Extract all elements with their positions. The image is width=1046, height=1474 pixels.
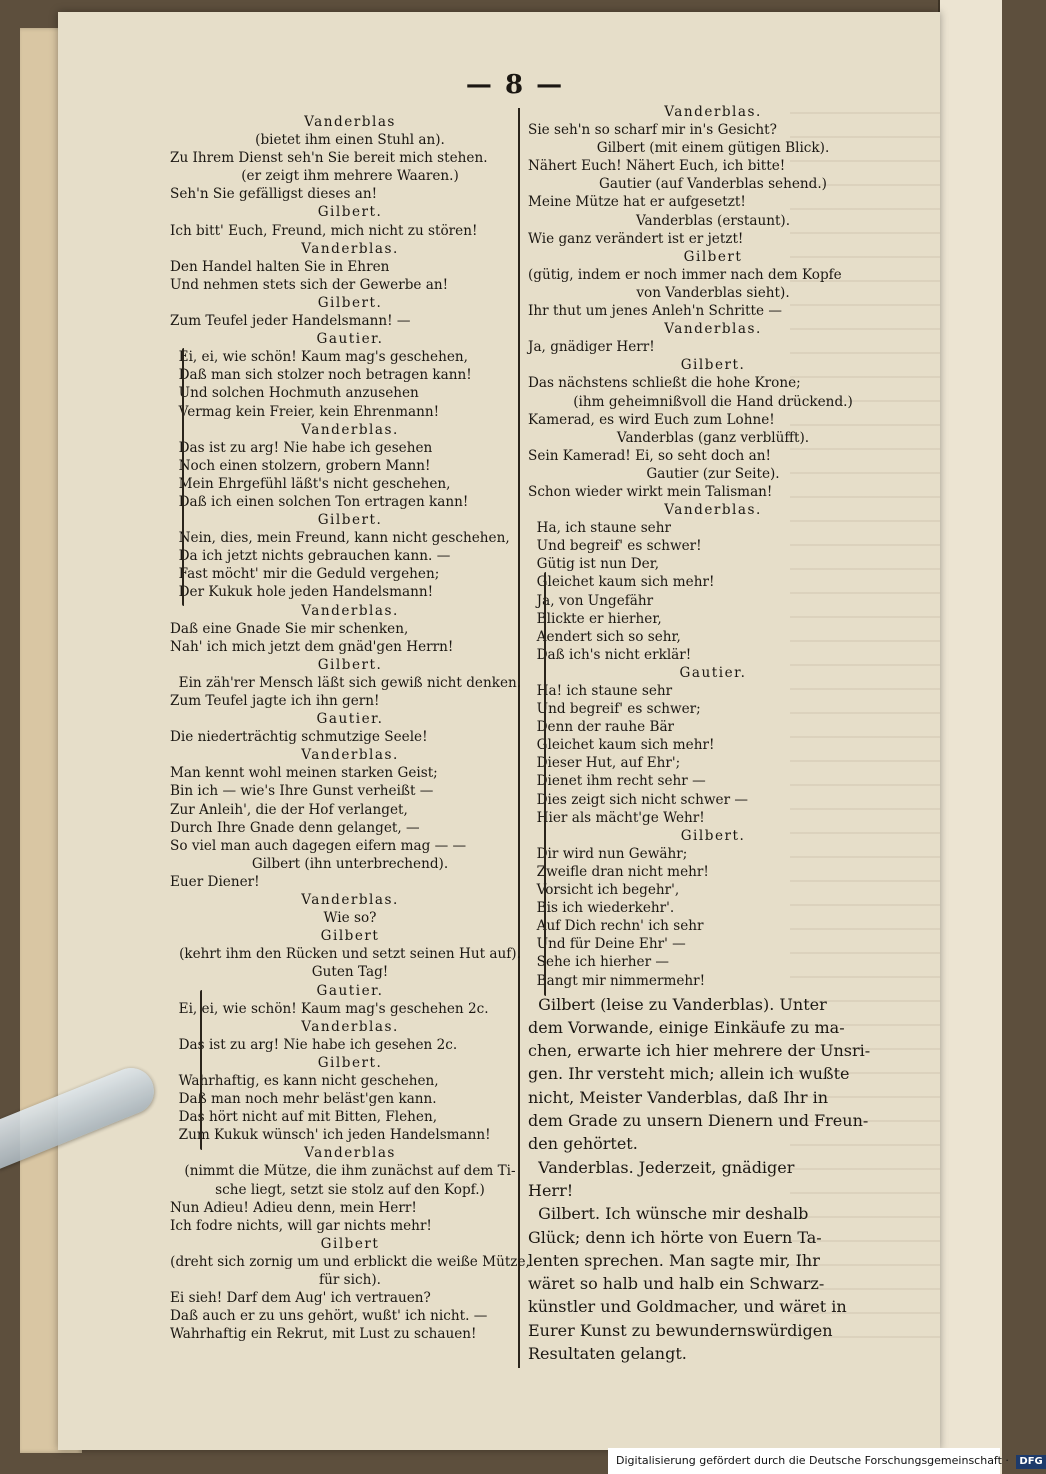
- ensemble-bracket: [182, 348, 184, 606]
- prose-line: Gilbert (leise zu Vanderblas). Unter: [528, 994, 827, 1014]
- verse-line: Zu Ihrem Dienst seh'n Sie bereit mich stehen.: [170, 150, 488, 167]
- verse-line: Durch Ihre Gnade denn gelanget, —: [170, 819, 420, 836]
- speaker-name: Gautier.: [316, 711, 384, 728]
- verse-line: Daß auch er zu uns gehört, wußt' ich nicht. —: [170, 1308, 488, 1325]
- verse-line: Ha! ich staune sehr: [528, 683, 673, 699]
- speaker-name: Vanderblas.: [664, 321, 762, 338]
- speaker-name: Gautier.: [679, 664, 747, 681]
- verse-line: Und für Deine Ehr' —: [528, 936, 686, 953]
- verse-line: Nein, dies, mein Freund, kann nicht geschehen,: [170, 530, 510, 547]
- speaker-name: Vanderblas.: [664, 502, 762, 519]
- verse-line: Gilbert (ihn unterbrechend).: [251, 855, 449, 872]
- verse-line: Nun Adieu! Adieu denn, mein Herr!: [170, 1199, 417, 1216]
- speaker-name: Vanderblas: [304, 114, 396, 130]
- verse-line: Ihr thut um jenes Anleh'n Schritte —: [528, 303, 782, 320]
- verse-line: Das ist zu arg! Nie habe ich gesehen 2c.: [170, 1036, 458, 1053]
- verse-line: Der Kukuk hole jeden Handelsmann!: [170, 584, 434, 601]
- verse-line: Das hört nicht auf mit Bitten, Flehen,: [170, 1109, 438, 1126]
- verse-line: (dreht sich zornig um und erblickt die weiße Mütze,: [170, 1253, 530, 1270]
- speaker-name: Gilbert: [683, 248, 743, 265]
- speaker-name: Vanderblas.: [301, 602, 399, 619]
- ensemble-bracket: [544, 572, 546, 996]
- verse-line: Den Handel halten Sie in Ehren: [170, 258, 390, 275]
- speaker-name: Vanderblas.: [301, 1018, 399, 1035]
- prose-line: chen, erwarte ich hier mehrere der Unsri-: [528, 1041, 871, 1061]
- verse-line: Daß man sich stolzer noch betragen kann!: [170, 367, 472, 384]
- verse-line: Daß man noch mehr beläst'gen kann.: [170, 1091, 437, 1108]
- speaker-name: Vanderblas.: [301, 892, 399, 909]
- verse-line: Daß ich's nicht erklär!: [528, 646, 692, 663]
- speaker-name: Gautier.: [316, 982, 384, 999]
- verse-line: Gilbert (mit einem gütigen Blick).: [596, 140, 830, 157]
- prose-block: [528, 993, 898, 1366]
- verse-line: Ich bitt' Euch, Freund, mich nicht zu stören!: [170, 222, 478, 239]
- dfg-logo: DFG: [1016, 1455, 1045, 1469]
- verse-line: Wie ganz verändert ist er jetzt!: [528, 230, 744, 247]
- speaker-name: Gilbert: [320, 928, 380, 945]
- speaker-name: Gilbert.: [680, 827, 746, 844]
- right-column: [528, 103, 898, 1365]
- prose-line: Eurer Kunst zu bewundernswürdigen: [528, 1320, 833, 1340]
- page-number: — 8 —: [465, 70, 565, 100]
- facing-page-edge: [938, 0, 1002, 1474]
- verse-line: Bangt mir nimmermehr!: [528, 972, 706, 989]
- verse-line: Ei sieh! Darf dem Aug' ich vertrauen?: [170, 1290, 431, 1307]
- prose-line: dem Grade zu unsern Dienern und Freun-: [528, 1111, 869, 1131]
- verse-line: Dieser Hut, auf Ehr';: [528, 755, 681, 772]
- verse-line: Zum Kukuk wünsch' ich jeden Handelsmann!: [170, 1127, 491, 1144]
- verse-line: Wahrhaftig, es kann nicht geschehen,: [170, 1072, 439, 1089]
- verse-line: Nähert Euch! Nähert Euch, ich bitte!: [528, 158, 786, 175]
- verse-line: (ihm geheimnißvoll die Hand drückend.): [573, 393, 853, 410]
- speaker-name: Gilbert.: [317, 294, 383, 311]
- verse-line: (kehrt ihm den Rücken und setzt seinen Hut auf).: [179, 946, 521, 963]
- verse-line: Kamerad, es wird Euch zum Lohne!: [528, 411, 775, 428]
- verse-line: Sein Kamerad! Ei, so seht doch an!: [528, 447, 771, 464]
- verse-line: Da ich jetzt nichts gebrauchen kann. —: [170, 548, 451, 565]
- speaker-name: Vanderblas: [304, 1145, 396, 1162]
- verse-line: Blickte er hierher,: [528, 610, 662, 627]
- prose-line: Glück; denn ich hörte von Euern Ta-: [528, 1227, 822, 1247]
- verse-line: Das nächstens schließt die hohe Krone;: [528, 375, 801, 392]
- verse-line: Schon wieder wirkt mein Talisman!: [528, 483, 773, 500]
- verse-line: (nimmt die Mütze, die ihm zunächst auf dem Ti-: [184, 1163, 516, 1180]
- speaker-name: Gilbert.: [317, 1054, 383, 1071]
- prose-line: lenten sprechen. Man sagte mir, Ihr: [528, 1250, 820, 1270]
- verse-line: Denn der rauhe Bär: [528, 719, 675, 736]
- verse-line: Noch einen stolzern, grobern Mann!: [170, 457, 431, 474]
- verse-line: Hier als mächt'ge Wehr!: [528, 809, 705, 826]
- verse-line: Fast möcht' mir die Geduld vergehen;: [170, 566, 440, 583]
- verse-line: Auf Dich rechn' ich sehr: [528, 918, 704, 935]
- verse-line: Meine Mütze hat er aufgesetzt!: [528, 194, 746, 211]
- speaker-name: Vanderblas.: [301, 421, 399, 438]
- verse-line: von Vanderblas sieht).: [636, 284, 790, 301]
- verse-line: Vermag kein Freier, kein Ehrenmann!: [170, 403, 440, 420]
- verse-line: Zur Anleih', die der Hof verlanget,: [170, 801, 408, 818]
- ensemble-bracket: [200, 990, 202, 1150]
- prose-line: Gilbert. Ich wünsche mir deshalb: [528, 1204, 809, 1224]
- verse-line: Wahrhaftig ein Rekrut, mit Lust zu schauen!: [170, 1326, 477, 1343]
- speaker-name: Gilbert.: [680, 357, 746, 374]
- prose-line: den gehörtet.: [528, 1134, 638, 1154]
- prose-line: nicht, Meister Vanderblas, daß Ihr in: [528, 1087, 829, 1107]
- verse-line: Daß eine Gnade Sie mir schenken,: [170, 620, 409, 637]
- verse-line: Zum Teufel jagte ich ihn gern!: [170, 693, 380, 709]
- verse-line: So viel man auch dagegen eifern mag — —: [170, 837, 467, 854]
- verse-line: Das ist zu arg! Nie habe ich gesehen: [170, 439, 433, 456]
- left-column: [170, 113, 530, 1343]
- speaker-name: Gilbert.: [317, 512, 383, 529]
- verse-line: für sich).: [319, 1272, 381, 1288]
- digitization-footer: [608, 1448, 1043, 1474]
- verse-line: Vanderblas (ganz verblüfft).: [616, 429, 810, 446]
- verse-line: Und nehmen stets sich der Gewerbe an!: [170, 276, 449, 293]
- speaker-name: Vanderblas.: [301, 747, 399, 764]
- verse-line: Mein Ehrgefühl läßt's nicht geschehen,: [170, 475, 451, 492]
- speaker-name: Vanderblas.: [301, 240, 399, 257]
- verse-line: Gleichet kaum sich mehr!: [528, 574, 715, 591]
- verse-line: Ich fodre nichts, will gar nichts mehr!: [170, 1217, 432, 1234]
- verse-line: Bin ich — wie's Ihre Gunst verheißt —: [170, 783, 434, 800]
- verse-line: Ei, ei, wie schön! Kaum mag's geschehen,: [170, 349, 468, 366]
- verse-line: Euer Diener!: [170, 873, 260, 890]
- prose-line: Herr!: [528, 1180, 574, 1200]
- verse-line: Vorsicht ich begehr',: [528, 882, 680, 899]
- verse-line: Daß ich einen solchen Ton ertragen kann!: [170, 493, 469, 510]
- prose-line: dem Vorwande, einige Einkäufe zu ma-: [528, 1017, 845, 1037]
- verse-line: Seh'n Sie gefälligst dieses an!: [170, 186, 378, 203]
- footer-text: Digitalisierung gefördert durch die Deutsche Forschungsgemeinschaft ·: [616, 1454, 1009, 1467]
- prose-line: Vanderblas. Jederzeit, gnädiger: [528, 1157, 795, 1177]
- speaker-name: Gilbert.: [317, 204, 383, 221]
- verse-line: Guten Tag!: [311, 964, 389, 981]
- prose-line: gen. Ihr versteht mich; allein ich wußte: [528, 1064, 850, 1084]
- verse-line: Und begreif' es schwer;: [528, 701, 701, 718]
- verse-line: Dir wird nun Gewähr;: [528, 845, 688, 862]
- verse-line: Dienet ihm recht sehr —: [528, 773, 706, 790]
- speaker-name: Gautier.: [316, 331, 384, 348]
- verse-line: Bis ich wiederkehr'.: [528, 900, 675, 917]
- verse-line: (er zeigt ihm mehrere Waaren.): [241, 168, 459, 185]
- verse-line: Gleichet kaum sich mehr!: [528, 737, 715, 754]
- speaker-name: Gilbert: [320, 1235, 380, 1252]
- verse-line: Ha, ich staune sehr: [528, 520, 671, 537]
- verse-line: Sie seh'n so scharf mir in's Gesicht?: [528, 122, 777, 139]
- verse-line: Sehe ich hierher —: [528, 954, 670, 971]
- verse-line: Zum Teufel jeder Handelsmann! —: [170, 313, 411, 330]
- verse-line: Gautier (auf Vanderblas sehend.): [599, 176, 827, 193]
- verse-line: Ja, gnädiger Herr!: [528, 339, 655, 356]
- prose-line: Resultaten gelangt.: [528, 1344, 687, 1364]
- prose-line: künstler und Goldmacher, und wäret in: [528, 1297, 847, 1317]
- verse-line: (gütig, indem er noch immer nach dem Kopfe: [528, 266, 842, 283]
- verse-line: Aendert sich so sehr,: [528, 628, 681, 645]
- verse-line: Die niederträchtig schmutzige Seele!: [170, 729, 428, 746]
- verse-line: Ja, von Ungefähr: [528, 592, 654, 609]
- verse-line: (bietet ihm einen Stuhl an).: [255, 132, 445, 149]
- verse-line: Ein zäh'rer Mensch läßt sich gewiß nicht denken.: [170, 674, 522, 691]
- verse-line: Gütig ist nun Der,: [528, 556, 660, 573]
- verse-line: Und solchen Hochmuth anzusehen: [170, 385, 419, 402]
- verse-line: Ei, ei, wie schön! Kaum mag's geschehen 2c.: [170, 1000, 489, 1017]
- prose-line: wäret so halb und halb ein Schwarz-: [528, 1274, 825, 1294]
- verse-line: Vanderblas (erstaunt).: [635, 212, 791, 229]
- verse-line: Dies zeigt sich nicht schwer —: [528, 791, 748, 808]
- verse-line: Man kennt wohl meinen starken Geist;: [170, 765, 438, 782]
- verse-line: Und begreif' es schwer!: [528, 538, 702, 555]
- verse-line: Zweifle dran nicht mehr!: [528, 863, 709, 880]
- verse-line: Nah' ich mich jetzt dem gnäd'gen Herrn!: [170, 638, 454, 655]
- speaker-name: Gilbert.: [317, 656, 383, 673]
- verse-line: Wie so?: [323, 910, 377, 927]
- speaker-name: Vanderblas.: [664, 104, 762, 120]
- verse-line: sche liegt, setzt sie stolz auf den Kopf.): [215, 1181, 485, 1198]
- verse-line: Gautier (zur Seite).: [646, 465, 780, 482]
